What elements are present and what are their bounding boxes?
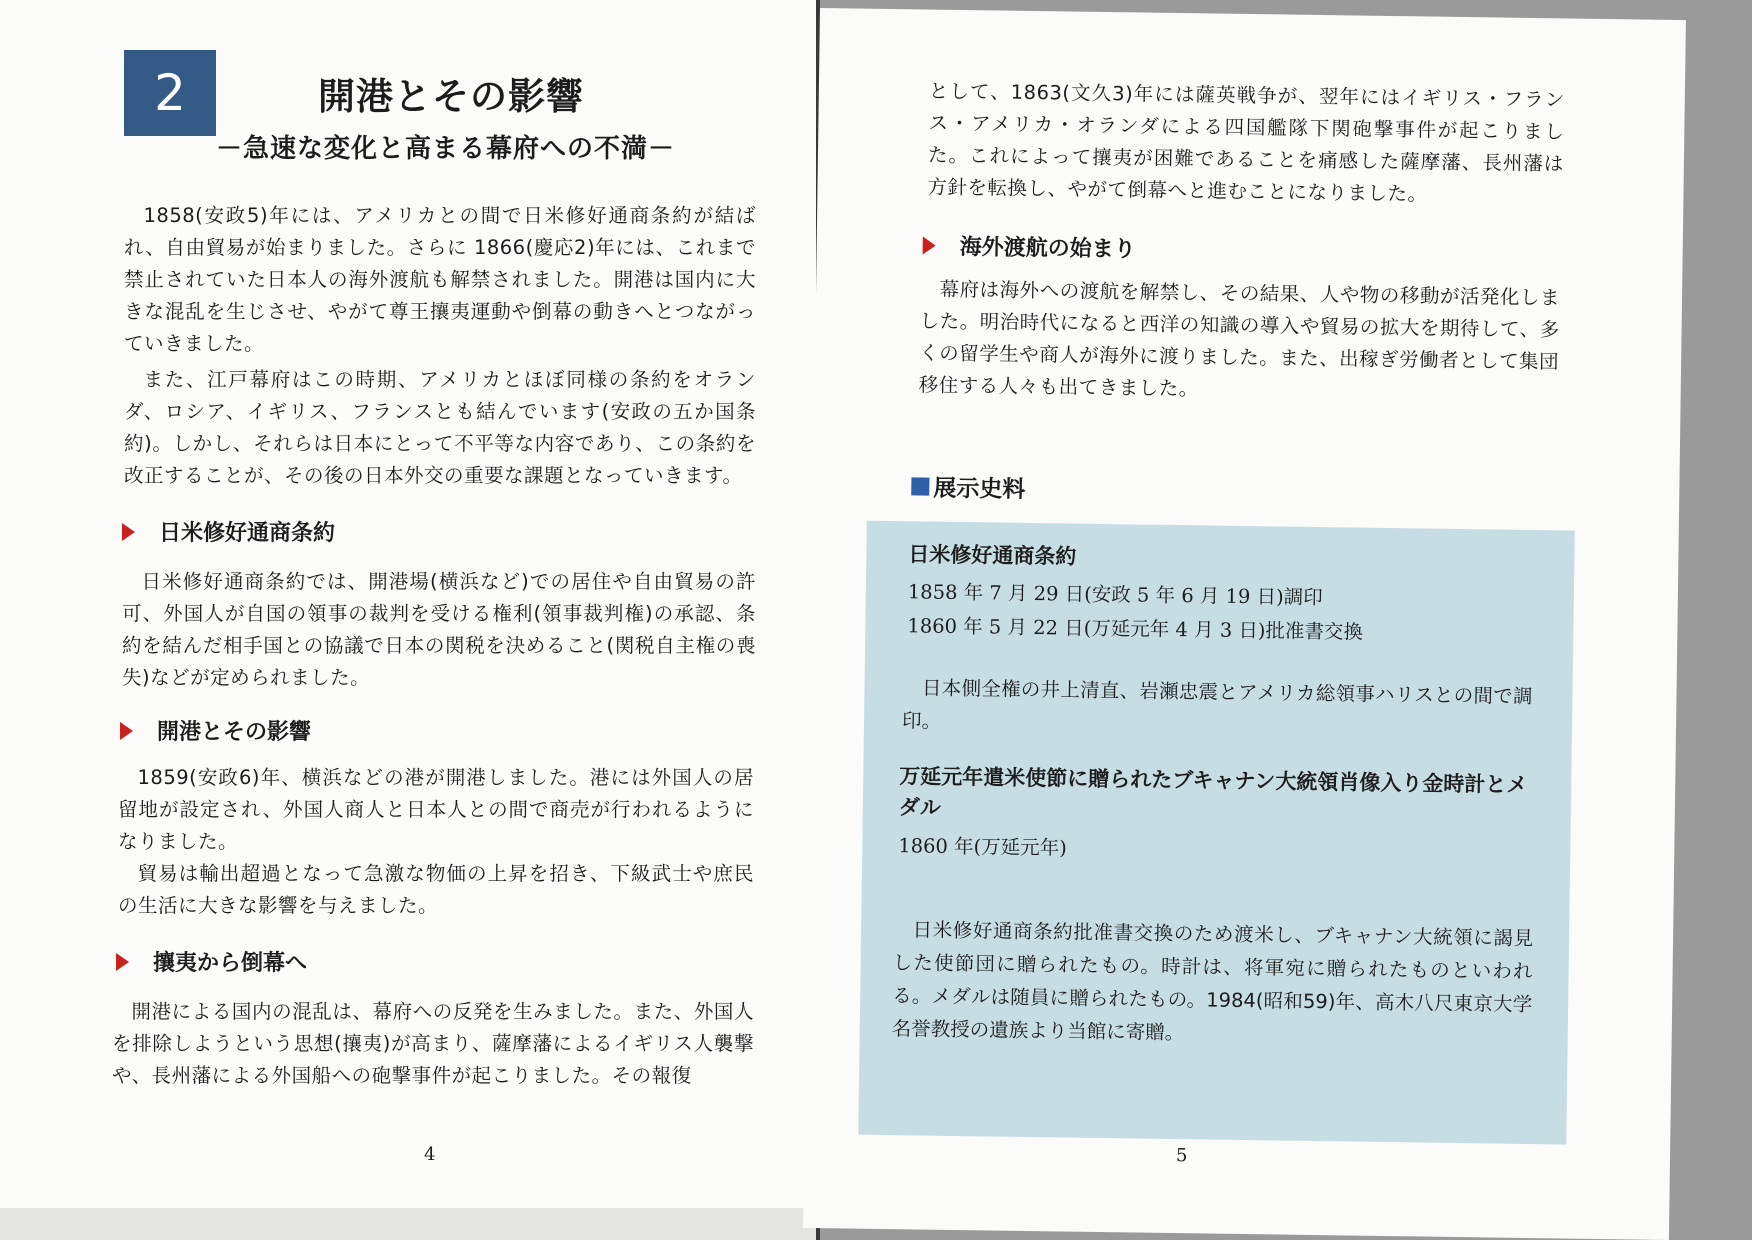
section-heading-label: 日米修好通商条約: [159, 521, 336, 546]
section-paragraph: 開港による国内の混乱は、幕府への反発を生みました。また、外国人を排除しようという思想(攘夷)が高まり、薩摩藩によるイギリス人襲撃や、長州藩による外国船への砲撃事件が起こりました。その報復: [112, 1000, 754, 1087]
page-edge-shadow: [0, 1208, 818, 1240]
chapter-subtitle: －急速な変化と高まる幕府への不満－: [216, 134, 676, 164]
exhibit-heading: [911, 469, 1025, 504]
section-heading-label: 開港とその影響: [157, 720, 312, 745]
section-paragraph: 日米修好通商条約では、開港場(横浜など)での居住や自由貿易の許可、外国人が自国の領事の裁判を受ける権利(領事裁判権)の承認、条約を結んだ相手国との協議で日本の関税を決めること(関税自主権の喪失)などが定められました。: [122, 570, 756, 689]
page-number: 4: [424, 1144, 436, 1165]
exhibit-date: 1858 年 7 月 29 日(安政 5 年 6 月 19 日)調印: [907, 580, 1323, 610]
exhibit-title: 日米修好通商条約: [908, 542, 1077, 569]
triangle-marker-icon: [120, 722, 133, 740]
triangle-marker-icon: [923, 236, 936, 254]
triangle-marker-icon: [122, 523, 135, 541]
continuation-paragraph: として、1863(文久3)年には薩英戦争が、翌年にはイギリス・フランス・アメリカ・オランダによる四国艦隊下関砲撃事件が起こりました。これによって攘夷が困難であることを痛感した薩摩藩、長州藩は方針を転換し、やがて倒幕へと進むことになりました。: [927, 79, 1565, 206]
page-number: 5: [1175, 1145, 1188, 1167]
section-heading-treaty: [122, 516, 335, 547]
left-page: [0, 0, 818, 1208]
exhibit-description: 日米修好通商条約批准書交換のため渡米し、ブキャナン大統領に謁見した使節団に贈られたもの。時計は、将軍宛に贈られたものといわれる。メダルは随員に贈られたもの。1984(昭和59)年、高木八尺東京大学名誉教授の遺族より当館に寄贈。: [891, 918, 1534, 1045]
section-heading-overseas-travel: [922, 229, 1135, 263]
exhibit-date: 1860 年 5 月 22 日(万延元年 4 月 3 日)批准書交換: [907, 614, 1364, 644]
exhibit-panel: [858, 521, 1575, 1145]
chapter-number: 2: [154, 64, 186, 122]
exhibit-date: 1860 年(万延元年): [898, 834, 1068, 860]
chapter-title: 開港とその影響: [318, 75, 584, 118]
section-heading-joi-to-tobaku: [116, 946, 307, 977]
section-heading-label: 攘夷から倒幕へ: [153, 951, 308, 976]
square-marker-icon: [911, 477, 929, 495]
chapter-number-box: [124, 50, 216, 136]
exhibit-description: 日本側全権の井上清直、岩瀬忠震とアメリカ総領事ハリスとの間で調印。: [901, 676, 1533, 733]
section-heading-port-opening: [120, 715, 311, 746]
intro-paragraph-1: 1858(安政5)年には、アメリカとの間で日米修好通商条約が結ばれ、自由貿易が始まりました。さらに 1866(慶応2)年には、これまで禁止されていた日本人の海外渡航も解禁されました。開港は国内に大きな混乱を生じさせ、やがて尊王攘夷運動や倒幕の動きへとつながっていきました。: [124, 204, 756, 355]
exhibit-title: 万延元年遣米使節に贈られたブキャナン大統領肖像入り金時計とメダル: [898, 764, 1528, 820]
intro-paragraph-2: また、江戸幕府はこの時期、アメリカとほぼ同様の条約をオランダ、ロシア、イギリス、フランスとも結んでいます(安政の五か国条約)。しかし、それらは日本にとって不平等な内容であり、この条約を改正することが、その後の日本外交の重要な課題となっていきます。: [124, 368, 756, 487]
section-paragraph: 1859(安政6)年、横浜などの港が開港しました。港には外国人の居留地が設定され、外国人商人と日本人との間で商売が行われるようになりました。: [118, 766, 754, 853]
triangle-marker-icon: [116, 953, 129, 971]
section-paragraph: 幕府は海外への渡航を解禁し、その結果、人や物の移動が活発化しました。明治時代になると西洋の知識の導入や貿易の拡大を期待して、多くの留学生や商人が海外に渡りました。また、出稼ぎ労働者として集団移住する人々も出てきました。: [918, 277, 1561, 401]
right-page: [803, 8, 1686, 1240]
section-heading-label: 海外渡航の始まり: [959, 234, 1136, 263]
exhibit-heading-label: 展示史料: [933, 475, 1026, 503]
section-paragraph: 貿易は輸出超過となって急激な物価の上昇を招き、下級武士や庶民の生活に大きな影響を与えました。: [118, 862, 754, 917]
